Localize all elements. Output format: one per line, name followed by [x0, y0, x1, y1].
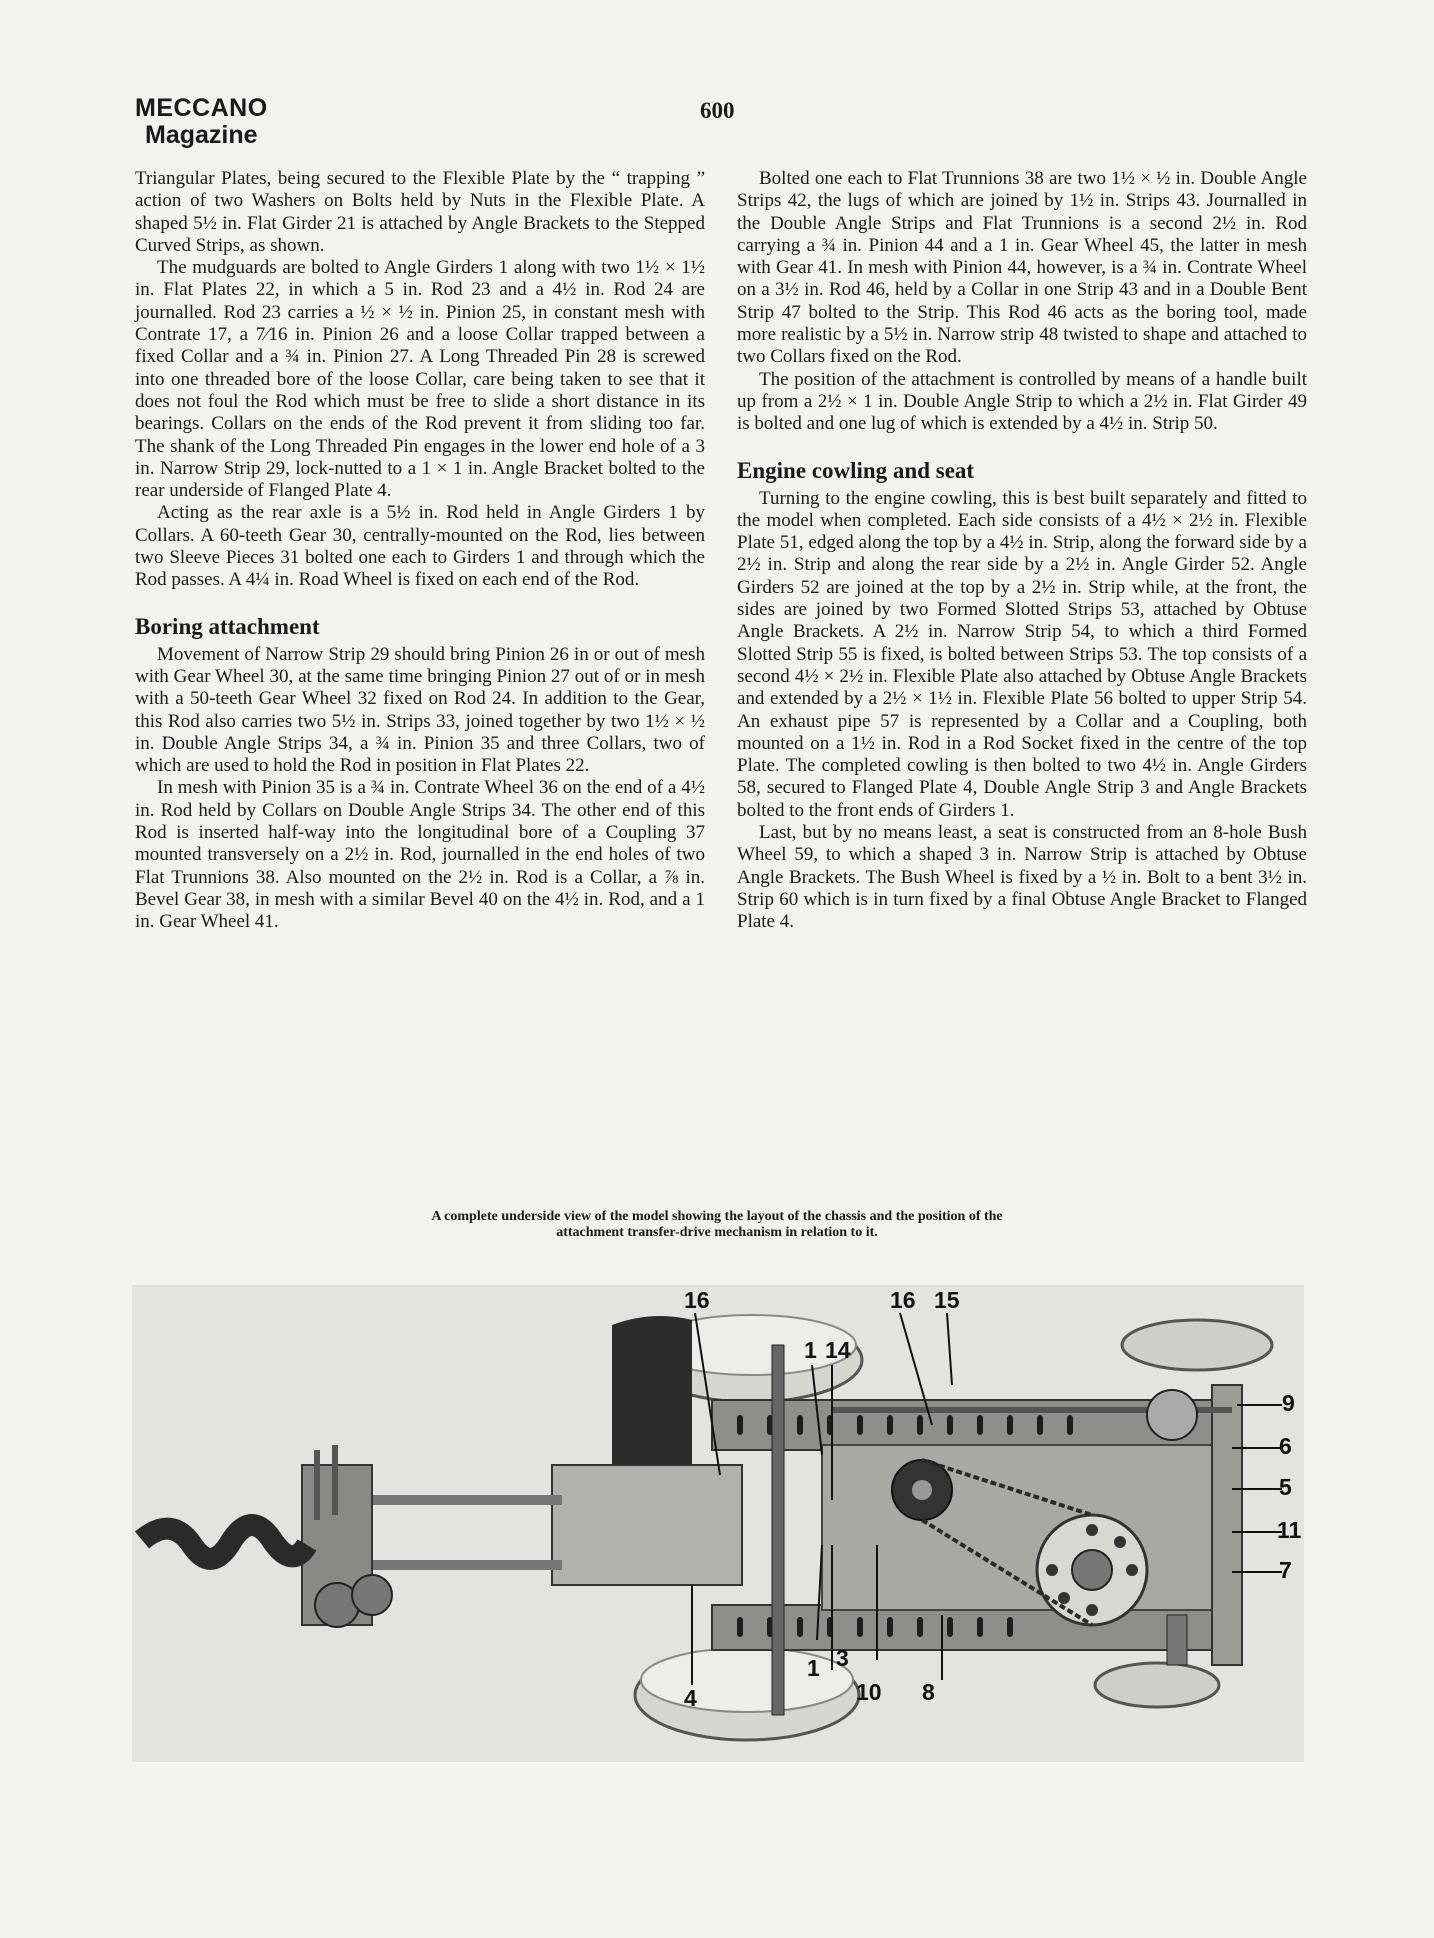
callout-9: 9 [1282, 1390, 1295, 1416]
callout-10: 10 [856, 1679, 882, 1705]
page-number: 600 [700, 98, 735, 123]
callout-15: 15 [934, 1287, 960, 1313]
paragraph: The mudguards are bolted to Angle Girders 1 along with two 1½ × 1½ in. Flat Plates 22, in which a 5 in. Rod 23 and a 4½ in. Rod 24 are journalled. Rod 23 carries a ½ × ½ in. Pinion 25, in constant mesh with Contrate 17, a 7⁄16 in. Pinion 26 and a loose Collar trapped between a fixed Collar and a ¾ in. Pinion 27. A Long Threaded Pin 28 is screwed into one threaded bore of the loose Collar, care being taken to see that it does not foul the Rod which must be free to slide a short distance in its bearings. Collars on the ends of the Rod prevent it from sliding too far. The shank of the Long Threaded Pin engages in the lower end hole of a 3 in. Narrow Strip 29, lock-nutted to a 1 × 1 in. Angle Bracket bolted to the rear underside of Flanged Plate 4. [135, 257, 705, 502]
section-heading-engine-cowling: Engine cowling and seat [737, 457, 975, 483]
left-column [135, 168, 705, 934]
chassis-photo [132, 1285, 1304, 1762]
figure-caption: A complete underside view of the model showing the layout of the chassis and the position of the attachment transfer-drive mechanism in relation to it. [431, 1209, 1003, 1240]
callout-1: 1 [804, 1337, 817, 1363]
paragraph: In mesh with Pinion 35 is a ¾ in. Contrate Wheel 36 on the end of a 4½ in. Rod held by Collars on Double Angle Strips 34. The other end of this Rod is inserted half-way into the longitudinal bore of a Coupling 37 mounted transversely on a 2½ in. Rod, journalled in the end holes of two Flat Trunnions 38. Also mounted on the 2½ in. Rod is a Collar, a ⅞ in. Bevel Gear 38, in mesh with a similar Bevel 40 on the 4½ in. Rod, and a 1 in. Gear Wheel 41. [135, 777, 705, 933]
chassis-illustration [132, 1285, 1304, 1762]
callout-7: 7 [1279, 1557, 1292, 1583]
paragraph: Movement of Narrow Strip 29 should bring Pinion 26 in or out of mesh with Gear Wheel 30, at the same time bringing Pinion 27 out of or in mesh with a 50-teeth Gear Wheel 32 fixed on Rod 24. In addition to the Gear, this Rod also carries two 5½ in. Strips 33, joined together by two 1½ × ½ in. Double Angle Strips 34, a ¾ in. Pinion 35 and three Collars, two of which are used to hold the Rod in position in Flat Plates 22. [135, 643, 705, 777]
masthead [135, 95, 268, 149]
paragraph: Turning to the engine cowling, this is best built separately and fitted to the model when completed. Each side consists of a 4½ × 2½ in. Flexible Plate 51, edged along the top by a 4½ in. Strip, along the forward side by a 2½ in. Strip and along the rear side by a 2½ in. Angle Girder 52. Angle Girders 52 are joined at the top by a 2½ in. Strip while, at the front, the sides are joined by two Formed Slotted Strips 53, attached by Obtuse Angle Brackets. A 2½ in. Narrow Strip 54, to which a third Formed Slotted Strip 55 is fixed, is bolted between Strips 53. The top consists of a second 4½ × 2½ in. Flexible Plate also attached by Obtuse Angle Brackets and extended by a 2½ × 1½ in. Flexible Plate 56 bolted to upper Strip 54. An exhaust pipe 57 is represented by a Collar and a Coupling, both mounted on a 1½ in. Rod in a Rod Socket fixed in the centre of the top Plate. The completed cowling is then bolted to two 4½ in. Angle Girders 58, secured to Flanged Plate 4, Double Angle Strip 3 and Angle Brackets bolted to the front ends of Girders 1. [737, 487, 1307, 821]
callout-4: 4 [684, 1685, 697, 1711]
callout-8: 8 [922, 1679, 935, 1705]
right-column [737, 168, 1307, 934]
callout-3: 3 [836, 1645, 849, 1671]
callout-6: 6 [1279, 1433, 1292, 1459]
paragraph: Triangular Plates, being secured to the Flexible Plate by the “ trapping ” action of two Washers on Bolts held by Nuts in the Flexible Plate. A shaped 5½ in. Flat Girder 21 is attached by Angle Brackets to the Stepped Curved Strips, as shown. [135, 168, 705, 256]
callout-11: 11 [1277, 1517, 1302, 1543]
callout-1: 1 [807, 1655, 820, 1681]
paragraph: Bolted one each to Flat Trunnions 38 are two 1½ × ½ in. Double Angle Strips 42, the lugs of which are joined by 1½ in. Strips 43. Journalled in the Double Angle Strips and Flat Trunnions is a second 2½ in. Rod carrying a ¾ in. Pinion 44 and a 1 in. Gear Wheel 45, the latter in mesh with Gear 41. In mesh with Pinion 44, however, is a ¾ in. Contrate Wheel on a 3½ in. Rod 46, held by a Collar in one Strip 43 and in a Double Bent Strip 47 bolted to the Strip. This Rod 46 acts as the boring tool, made more realistic by a 5½ in. Narrow strip 48 twisted to shape and attached to two Collars fixed on the Rod. [737, 168, 1307, 368]
masthead-title: MECCANO [135, 94, 268, 122]
paragraph: The position of the attachment is controlled by means of a handle built up from a 2½ × 1 in. Double Angle Strip to which a 2½ in. Flat Girder 49 is bolted and one lug of which is extended by a 4½ in. Strip 50. [737, 368, 1307, 435]
callout-5: 5 [1279, 1474, 1292, 1500]
callout-16: 16 [684, 1287, 710, 1313]
callout-14: 14 [825, 1337, 851, 1363]
paragraph: Last, but by no means least, a seat is constructed from an 8-hole Bush Wheel 59, to which a shaped 3 in. Narrow Strip is attached by Obtuse Angle Brackets. The Bush Wheel is fixed by a ½ in. Bolt to a bent 3½ in. Strip 60 which is in turn fixed by a final Obtuse Angle Bracket to Flanged Plate 4. [737, 822, 1307, 933]
masthead-subtitle: Magazine [145, 121, 258, 149]
section-heading-boring-attachment: Boring attachment [135, 613, 320, 639]
paragraph: Acting as the rear axle is a 5½ in. Rod held in Angle Girders 1 by Collars. A 60-teeth Gear 30, centrally-mounted on the Rod, lies between two Sleeve Pieces 31 bolted one each to Girders 1 and through which the Rod passes. A 4¼ in. Road Wheel is fixed on each end of the Rod. [135, 502, 705, 591]
callout-16: 16 [890, 1287, 916, 1313]
